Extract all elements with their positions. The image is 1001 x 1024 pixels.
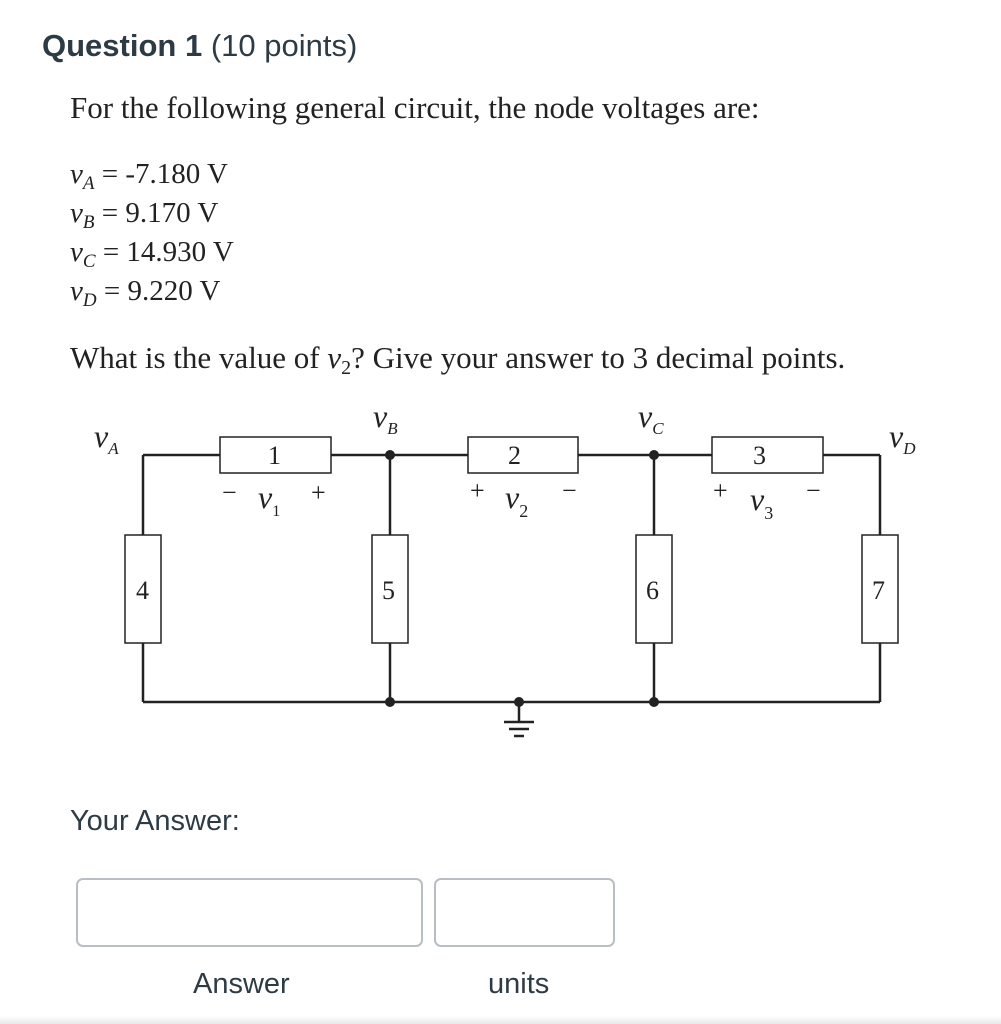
resistor-5-label: 5 — [382, 576, 395, 605]
ground-symbol — [504, 702, 534, 736]
node-label-d: $v_D$ — [889, 418, 916, 458]
node-label-b: $v_B$ — [373, 398, 398, 438]
v3-minus: − — [806, 476, 821, 505]
node-voltage-list — [70, 155, 234, 311]
node-voltage-d: $v_D = 9.220$ V — [70, 275, 221, 311]
resistor-7-label: 7 — [872, 576, 885, 605]
units-input[interactable] — [434, 878, 615, 947]
resistor-3 — [712, 437, 823, 473]
v2-plus: + — [470, 476, 485, 505]
node-voltage-c: $v_C = 14.930$ V — [70, 236, 234, 272]
question-points: (10 points) — [210, 28, 358, 63]
answer-label: Answer — [193, 968, 290, 1000]
node-dot-c — [649, 450, 659, 460]
node-label-a: $v_A$ — [94, 418, 119, 458]
your-answer-heading: Your Answer: — [70, 805, 240, 837]
circuit-diagram — [0, 395, 1001, 770]
answer-input[interactable] — [76, 878, 423, 947]
node-dot-b — [385, 450, 395, 460]
node-label-c: $v_C$ — [638, 398, 664, 438]
v1-label: $v_1$ — [258, 479, 281, 520]
v1-plus: + — [311, 478, 326, 507]
v1-minus: − — [222, 478, 237, 507]
question-intro: For the following general circuit, the node voltages are: — [70, 90, 760, 125]
node-voltage-b: $v_B = 9.170$ V — [70, 197, 219, 233]
question-title — [42, 28, 357, 64]
resistor-2-label: 2 — [508, 441, 521, 470]
v2-minus: − — [562, 476, 577, 505]
node-dot-bottom-c — [649, 697, 659, 707]
v3-plus: + — [713, 476, 728, 505]
question-number: Question 1 — [42, 28, 203, 63]
node-dot-bottom-ground — [514, 697, 524, 707]
node-voltage-a: $v_A = -7.180$ V — [70, 158, 228, 194]
resistor-3-label: 3 — [753, 441, 766, 470]
resistor-4-label: 4 — [136, 576, 149, 605]
units-label: units — [488, 968, 550, 1000]
resistor-2 — [468, 437, 578, 473]
node-dot-bottom-b — [385, 697, 395, 707]
v2-label: $v_2$ — [505, 479, 529, 521]
resistor-1-label: 1 — [268, 441, 281, 470]
bottom-edge — [0, 1016, 1001, 1024]
question-prompt: What is the value of $v_2$? Give your answer to 3 decimal points. — [70, 340, 846, 379]
resistor-6-label: 6 — [646, 576, 659, 605]
v3-label: $v_3$ — [750, 481, 774, 523]
